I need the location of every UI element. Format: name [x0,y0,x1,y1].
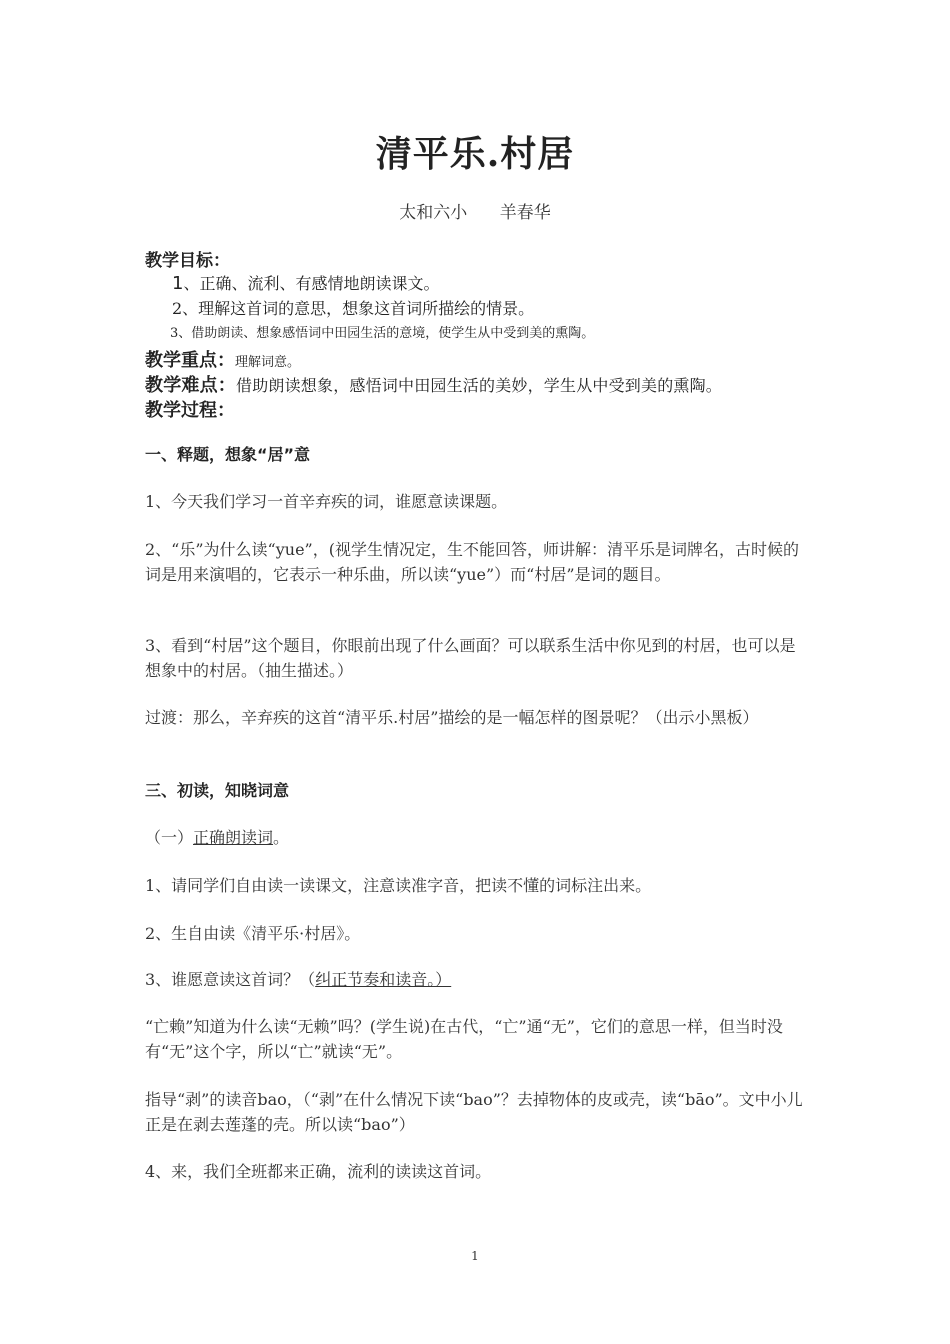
key-point-label: 教学重点： [145,350,235,371]
objectives-heading: 教学目标： [145,251,230,271]
paragraph: 1、请同学们自由读一读课文，注意读准字音，把读不懂的词标注出来。 [145,876,652,895]
process-heading: 教学过程： [145,400,235,421]
subsection-heading [145,825,810,850]
underlined-text: 纠正节奏和读音。） [315,970,452,989]
paragraph: 指导“剥”的读音bao，（“剥”在什么情况下读“bao”？去掉物体的皮或壳，读“bāo”。文中小儿正是在剥去莲蓬的壳。所以读“bao”） [145,1090,803,1134]
section-heading-3: 三、初读，知晓词意 [145,781,290,800]
subsection-prefix: （一） [145,828,194,847]
paragraph: 过渡：那么，辛弃疾的这首“清平乐.村居”描绘的是一幅怎样的图景呢？（出示小黑板） [145,708,759,727]
paragraph: 1、今天我们学习一首辛弃疾的词，谁愿意读课题。 [145,492,508,511]
subsection-title: 正确朗读词 [193,828,274,847]
subsection-suffix: 。 [273,828,290,847]
paragraph: 2、“乐”为什么读“yue”，(视学生情况定，生不能回答，师讲解：清平乐是词牌名，古时候的词是用来演唱的，它表示一种乐曲，所以读“yue”）而“村居”是词的题目。 [145,540,799,584]
key-point-line [145,346,810,372]
objective-item-2: 2、理解这首词的意思，想象这首词所描绘的情景。 [172,299,535,318]
document-title: 清平乐.村居 [375,133,575,175]
difficulty-label: 教学难点： [145,375,236,396]
paragraph: 3、看到“村居”这个题目，你眼前出现了什么画面？可以联系生活中你见到的村居，也可以是想象中的村居。（抽生描述。） [145,636,796,680]
objective-number: 1 [172,273,184,294]
objective-item-1 [172,271,837,294]
page-number: 1 [471,1249,479,1263]
objective-text: 、正确、流利、有感情地朗读课文。 [183,274,440,293]
paragraph: “亡赖”知道为什么读“无赖”吗？(学生说)在古代，“亡”通“无”，它们的意思一样，但当时没有“无”这个字，所以“亡”就读“无”。 [145,1017,783,1061]
difficulty-text: 借助朗读想象，感悟词中田园生活的美妙，学生从中受到美的熏陶。 [236,376,723,395]
paragraph: 2、生自由读《清平乐·村居》。 [145,924,361,943]
paragraph-text: 3、谁愿意读这首词？（ [145,970,316,989]
key-point-text: 理解词意。 [235,355,301,370]
author-line: 太和六小 羊春华 [399,203,551,223]
section-heading-1: 一、释题，想象“居”意 [145,445,311,464]
difficulty-line [145,371,825,397]
objective-item-3: 3、借助朗读、想象感悟词中田园生活的意境，使学生从中受到美的熏陶。 [170,326,595,341]
paragraph: 4、来，我们全班都来正确，流利的读读这首词。 [145,1162,492,1181]
paragraph [145,967,810,992]
